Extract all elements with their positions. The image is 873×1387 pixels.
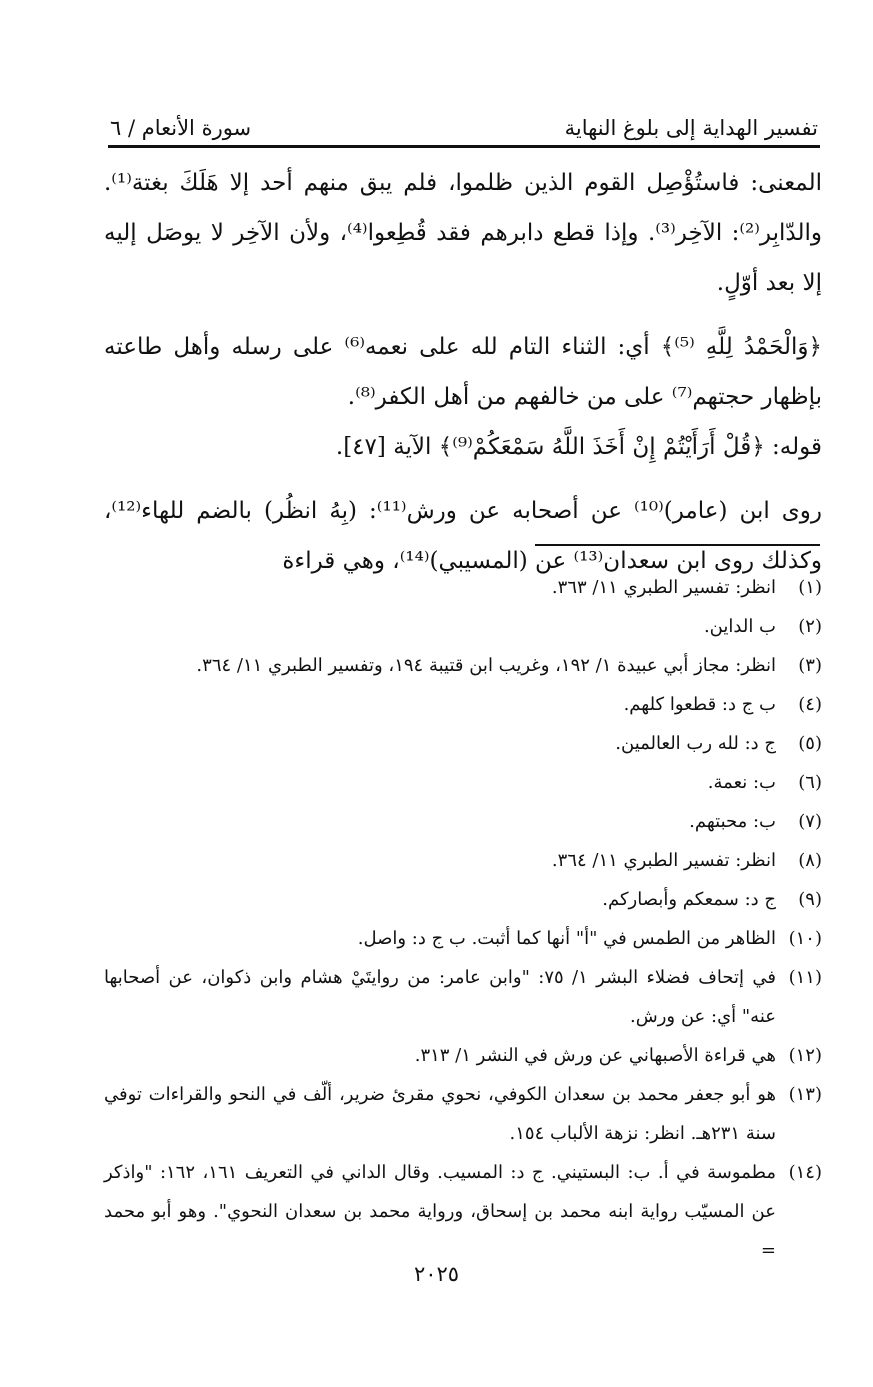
footnote-number: (٩) (798, 889, 822, 910)
footnote-number: (١٤) (788, 1162, 822, 1183)
paragraph-2: ﴿وَالْحَمْدُ لِلَّهِ ⁽⁵⁾﴾ أي: الثناء التام لله على نعمه⁽⁶⁾ على رسله وأهل طاعته بإظهار حجتهم⁽⁷⁾ على من خالفهم من أهل الكفر⁽⁸⁾. (104, 334, 823, 410)
header-rule (108, 145, 820, 148)
footnote (104, 607, 828, 646)
footnote-text: مطموسة في أ. ب: البستيني. ج د: المسيب. وقال الداني في التعريف ١٦١، ١٦٢: "واذكر عن المسيّب رواية ابنه محمد بن إسحاق، ورواية محمد بن سعدان النحوي". وهو أبو محمد = (104, 1162, 777, 1261)
footnote (104, 724, 828, 763)
footnote-number: (٧) (798, 811, 822, 832)
footnote-number: (١٢) (788, 1045, 822, 1066)
footnote-text: ب ج د: قطعوا كلهم. (623, 694, 776, 715)
footnote-text: انظر: مجاز أبي عبيدة ١/ ١٩٢، وغريب ابن قتيبة ١٩٤، وتفسير الطبري ١١/ ٣٦٤. (196, 655, 776, 676)
footnote-text: في إتحاف فضلاء البشر ١/ ٧٥: "وابن عامر: من روايتَيْ هشام وابن ذكوان، عن أصحابها عنه" أي: عن ورش. (104, 967, 776, 1027)
footnote-number: (٣) (798, 655, 822, 676)
paragraph-3: قوله: ﴿قُلْ أَرَأَيْتُمْ إِنْ أَخَذَ اللَّهُ سَمْعَكُمْ⁽⁹⁾﴾ الآية [٤٧]. (335, 434, 822, 460)
footnote-text: ج د: سمعكم وأبصاركم. (602, 889, 776, 910)
footnote-number: (١٠) (788, 928, 822, 949)
footnote-text: هي قراءة الأصبهاني عن ورش في النشر ١/ ٣١٣. (414, 1045, 776, 1066)
footnote-text: ب الداين. (703, 616, 776, 637)
paragraph-4: روى ابن (عامر)⁽¹⁰⁾ عن أصحابه عن ورش⁽¹¹⁾: (بِهُ انظُر) بالضم للهاء⁽¹²⁾، وكذلك روى ابن سعدان⁽¹³⁾ عن (المسيبي)⁽¹⁴⁾، وهي قراءة (104, 498, 822, 574)
paragraph-1: المعنى: فاستُؤْصِل القوم الذين ظلموا، فلم يبق منهم أحد إلا هَلَكَ بغتة⁽¹⁾. والدّابِر⁽²⁾: الآخِر⁽³⁾. وإذا قطع دابرهم فقد قُطِعوا⁽⁴⁾، ولأن الآخِر لا يوصَل إليه إلا بعد أوّلٍ. (104, 170, 822, 296)
footnote-text: انظر: تفسير الطبري ١١/ ٣٦٣. (551, 577, 776, 598)
book-title: تفسير الهداية إلى بلوغ النهاية (564, 116, 818, 140)
main-text (104, 158, 822, 586)
footnote-number: (٥) (798, 733, 822, 754)
footnote-number: (٤) (798, 694, 822, 715)
footnote-number: (٨) (798, 850, 822, 871)
footnote (104, 1075, 828, 1153)
footnote (104, 685, 828, 724)
footnote-text: ب: نعمة. (707, 772, 776, 793)
footnote-number: (٦) (798, 772, 822, 793)
footnote-text: ج د: لله رب العالمين. (615, 733, 776, 754)
footnote (104, 841, 828, 880)
footnote-number: (١١) (788, 967, 822, 988)
running-header (110, 104, 818, 140)
footnote-number: (٢) (798, 616, 822, 637)
footnote-text: ب: محبتهم. (689, 811, 776, 832)
footnote-text: انظر: تفسير الطبري ١١/ ٣٦٤. (551, 850, 776, 871)
footnote (104, 880, 828, 919)
footnote (104, 1036, 828, 1075)
footnote-text: هو أبو جعفر محمد بن سعدان الكوفي، نحوي مقرئ ضرير، ألّف في النحو والقراءات توفي سنة ٢٣١هـ. انظر: نزهة الألباب ١٥٤. (104, 1084, 776, 1144)
footnote-text: الظاهر من الطمس في "أ" أنها كما أثبت. ب ج د: واصل. (357, 928, 776, 949)
footnote-number: (١٣) (788, 1084, 822, 1105)
footnote-number: (١) (798, 577, 822, 598)
footnote (104, 919, 828, 958)
footnote (104, 646, 828, 685)
footnote (104, 958, 828, 1036)
footnote (104, 568, 828, 607)
footnote (104, 763, 828, 802)
surah-label: سورة الأنعام / ٦ (110, 116, 252, 140)
footnote (104, 1153, 828, 1270)
footnotes-list (104, 568, 828, 1270)
footnote-separator (535, 544, 820, 546)
page-number: ٢٠٢٥ (413, 1262, 460, 1286)
footnote (104, 802, 828, 841)
